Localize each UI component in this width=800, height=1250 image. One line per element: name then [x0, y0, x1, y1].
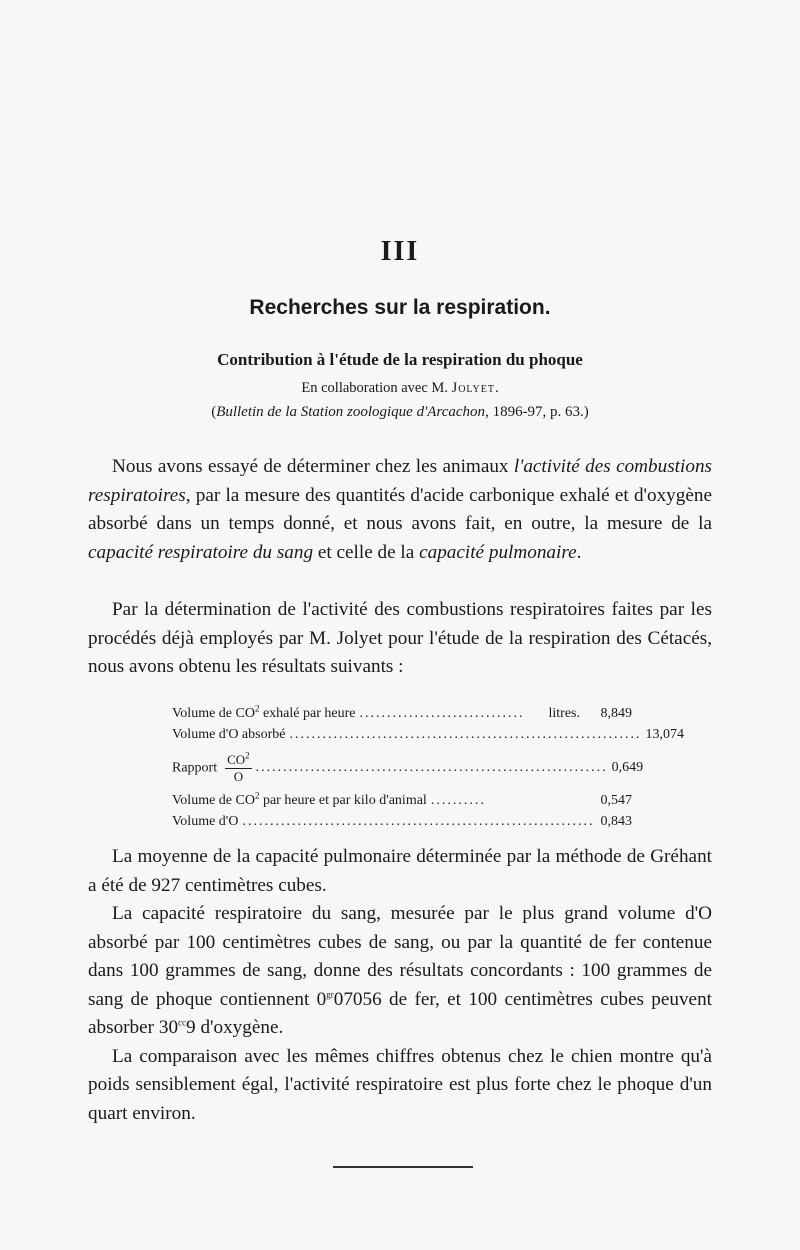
- citation-open: (: [211, 404, 217, 420]
- result-label: Volume d'O: [172, 814, 239, 830]
- collab-name: Jolyet: [451, 380, 495, 396]
- result-value: 13,074: [645, 727, 684, 743]
- result-label: Volume de CO: [172, 705, 255, 721]
- end-rule: [333, 1166, 473, 1168]
- paper-subtitle: Contribution à l'étude de la respiration du phoque: [217, 350, 583, 369]
- intro-text-1: Nous avons essayé de déterminer chez les animaux: [112, 456, 514, 477]
- leader-dots: ................................................................: [255, 760, 608, 775]
- blood-capacity-paragraph: La capacité respiratoire du sang, mesurée par le plus grand volume d'O absorbé par 100 centimètres cubes de sang, ou par la quantité de fer contenue dans 100 grammes de sang, donne des résultats concordants : 100 grammes de sang de phoque contiennent $0^{gr}07056$ de fer, et 100 centimètres cubes peuvent absorber $30^{cc}9$ d'oxygène.: [88, 903, 713, 1038]
- paragraph-conclusions: [88, 843, 712, 1128]
- result-value: 0,843: [600, 814, 632, 830]
- result-value: 8,849: [600, 705, 632, 721]
- leader-dots: ..........: [430, 792, 486, 808]
- leader-dots: ................................................................: [242, 814, 595, 830]
- intro-text-3: et celle de la: [313, 541, 420, 563]
- intro-text-2: , par la mesure des quantités d'acide carbonique exhalé et d'oxygène absorbé dans un temps donné, et nous avons fait, en outre, la mesure de la: [88, 484, 712, 534]
- paragraph-intro: [88, 453, 712, 567]
- result-row: Volume de $CO^2$ exhalé par heure .............................. litres. 8,849: [172, 703, 632, 721]
- intro-italic-2: capacité respiratoire du sang: [88, 541, 314, 563]
- intro-text-4: .: [576, 541, 582, 563]
- ratio-fraction: $\frac{CO^2}{O}$: [227, 750, 250, 784]
- collab-suffix: .: [494, 380, 499, 396]
- comparison-paragraph: La comparaison avec les mêmes chiffres obtenus chez le chien montre qu'à poids sensiblement égal, l'activité respiratoire est plus forte chez le phoque d'un quart environ.: [88, 1045, 712, 1124]
- intro-italic-3: capacité pulmonaire: [419, 541, 577, 563]
- result-value: 0,649: [611, 760, 644, 775]
- result-value: 0,547: [600, 792, 632, 808]
- result-row: [172, 812, 632, 834]
- chapter-title: Recherches sur la respiration.: [249, 296, 551, 319]
- result-row: Volume de $CO^2$ par heure et par kilo d'animal .......... 0,547: [172, 790, 632, 808]
- leader-dots: ..............................: [359, 705, 525, 721]
- leader-dots: ................................................................: [289, 727, 642, 743]
- result-row: [172, 725, 684, 747]
- results-table: [172, 703, 684, 833]
- result-unit: litres.: [548, 705, 580, 721]
- result-label: Volume de CO: [172, 792, 255, 808]
- collaboration-line: [0, 380, 800, 397]
- result-label: Rapport: [172, 760, 218, 776]
- citation-journal: Bulletin de la Station zoologique d'Arcachon: [216, 404, 486, 420]
- collab-prefix: En collaboration avec M.: [301, 380, 452, 396]
- result-label: Volume d'O absorbé: [172, 727, 286, 743]
- citation-rest: , 1896-97, p. 63.): [485, 404, 589, 420]
- result-row: [172, 746, 644, 790]
- paragraph-method: [88, 596, 712, 682]
- method-text: Par la détermination de l'activité des combustions respiratoires faites par les procédés déjà employés par M. Jolyet pour l'étude de la respiration des Cétacés, nous avons obtenu les résultats suivants :: [88, 599, 712, 677]
- intro-italic-1: l'activité des combustions respiratoires: [88, 456, 713, 506]
- chapter-number: III: [380, 236, 420, 267]
- citation: [0, 404, 800, 421]
- pulmonary-paragraph: La moyenne de la capacité pulmonaire déterminée par la méthode de Gréhant a été de 927 centimètres cubes.: [88, 846, 712, 896]
